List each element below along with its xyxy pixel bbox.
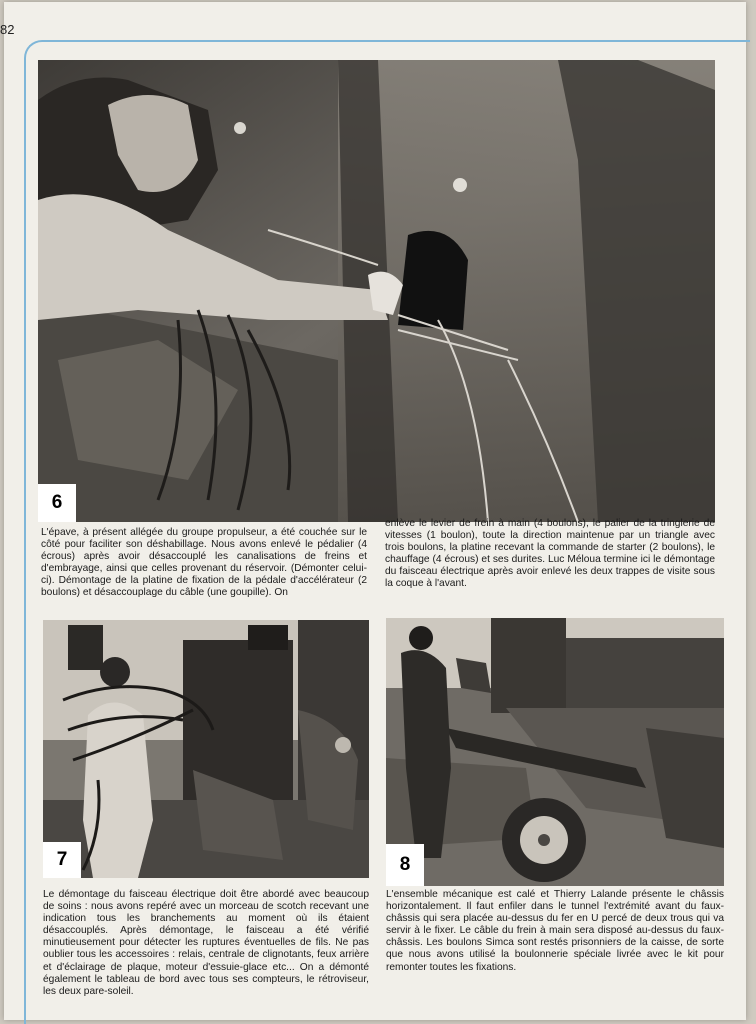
photo-7-number-badge: 7 [43, 842, 81, 878]
page-number: 82 [0, 22, 15, 37]
caption-7: Le démontage du faisceau électrique doit être abordé avec beaucoup de soins : nous avons repéré avec un morceau de scotch recevant une indication tous les branchements au moment où ils étaient désaccouplés. Après démontage, le faisceau a été vérifié minutieusement pour détecter les ruptures éventuelles de fils. Ne pas oublier tous les accessoires : relais, centrale de clignotants, feux arrière et d'éclairage de plaque, moteur d'essuie-glace etc... On a démonté également le tableau de bord avec tous ses compteurs, le rétroviseur, les deux pare-soleil. [43, 889, 369, 997]
caption-8: L'ensemble mécanique est calé et Thierry Lalande présente le châssis horizontalement. Il faut enfiler dans le tunnel l'extrémité avant du faux-châssis qui sera placée au-dessus du fer en U percé de deux trous qui va servir à le fixer. Le câble du frein à main sera disposé au-dessus du faux-châssis. Les boulons Simca sont restés prisonniers de la caisse, de sorte que nous avons utilisé la boulonnerie spéciale livrée avec le kit pour remonter toutes les fixations. [386, 889, 724, 973]
photo-7-wiring-harness [43, 620, 369, 878]
caption-6-right-column: enlève le levier de frein à main (4 boulons), le palier de la tringlerie de vitesses (1 boulon), toute la direction maintenue par un triangle avec trois boulons, la platine recevant la commande de starter (2 boulons), le chauffage (4 écrous) et ses durites. Luc Méloua termine ici le démontage du faisceau électrique après avoir enlevé les deux trappes de visite sous la coque à l'avant. [385, 518, 715, 590]
photo-6-car-shell-wiring [38, 60, 715, 522]
photo-7-illustration [43, 620, 369, 878]
photo-6-number-badge: 6 [38, 484, 76, 522]
caption-6-left-column: L'épave, à présent allégée du groupe propulseur, a été couchée sur le côté pour faciliter son déshabillage. Nous avons enlevé le pédalier (4 écrous) après avoir désaccouplé les canalisations de freins et d'embrayage, ainsi que celles provenant du réservoir. (Démonter celui-ci). Démontage de la platine de fixation de la pédale d'accélérateur (2 boulons) et désaccouplage du câble (une goupille). On [41, 527, 367, 599]
photo-8-illustration [386, 618, 724, 886]
photo-8-chassis-mounting [386, 618, 724, 886]
photo-6-illustration [38, 60, 715, 522]
photo-8-number-badge: 8 [386, 844, 424, 886]
